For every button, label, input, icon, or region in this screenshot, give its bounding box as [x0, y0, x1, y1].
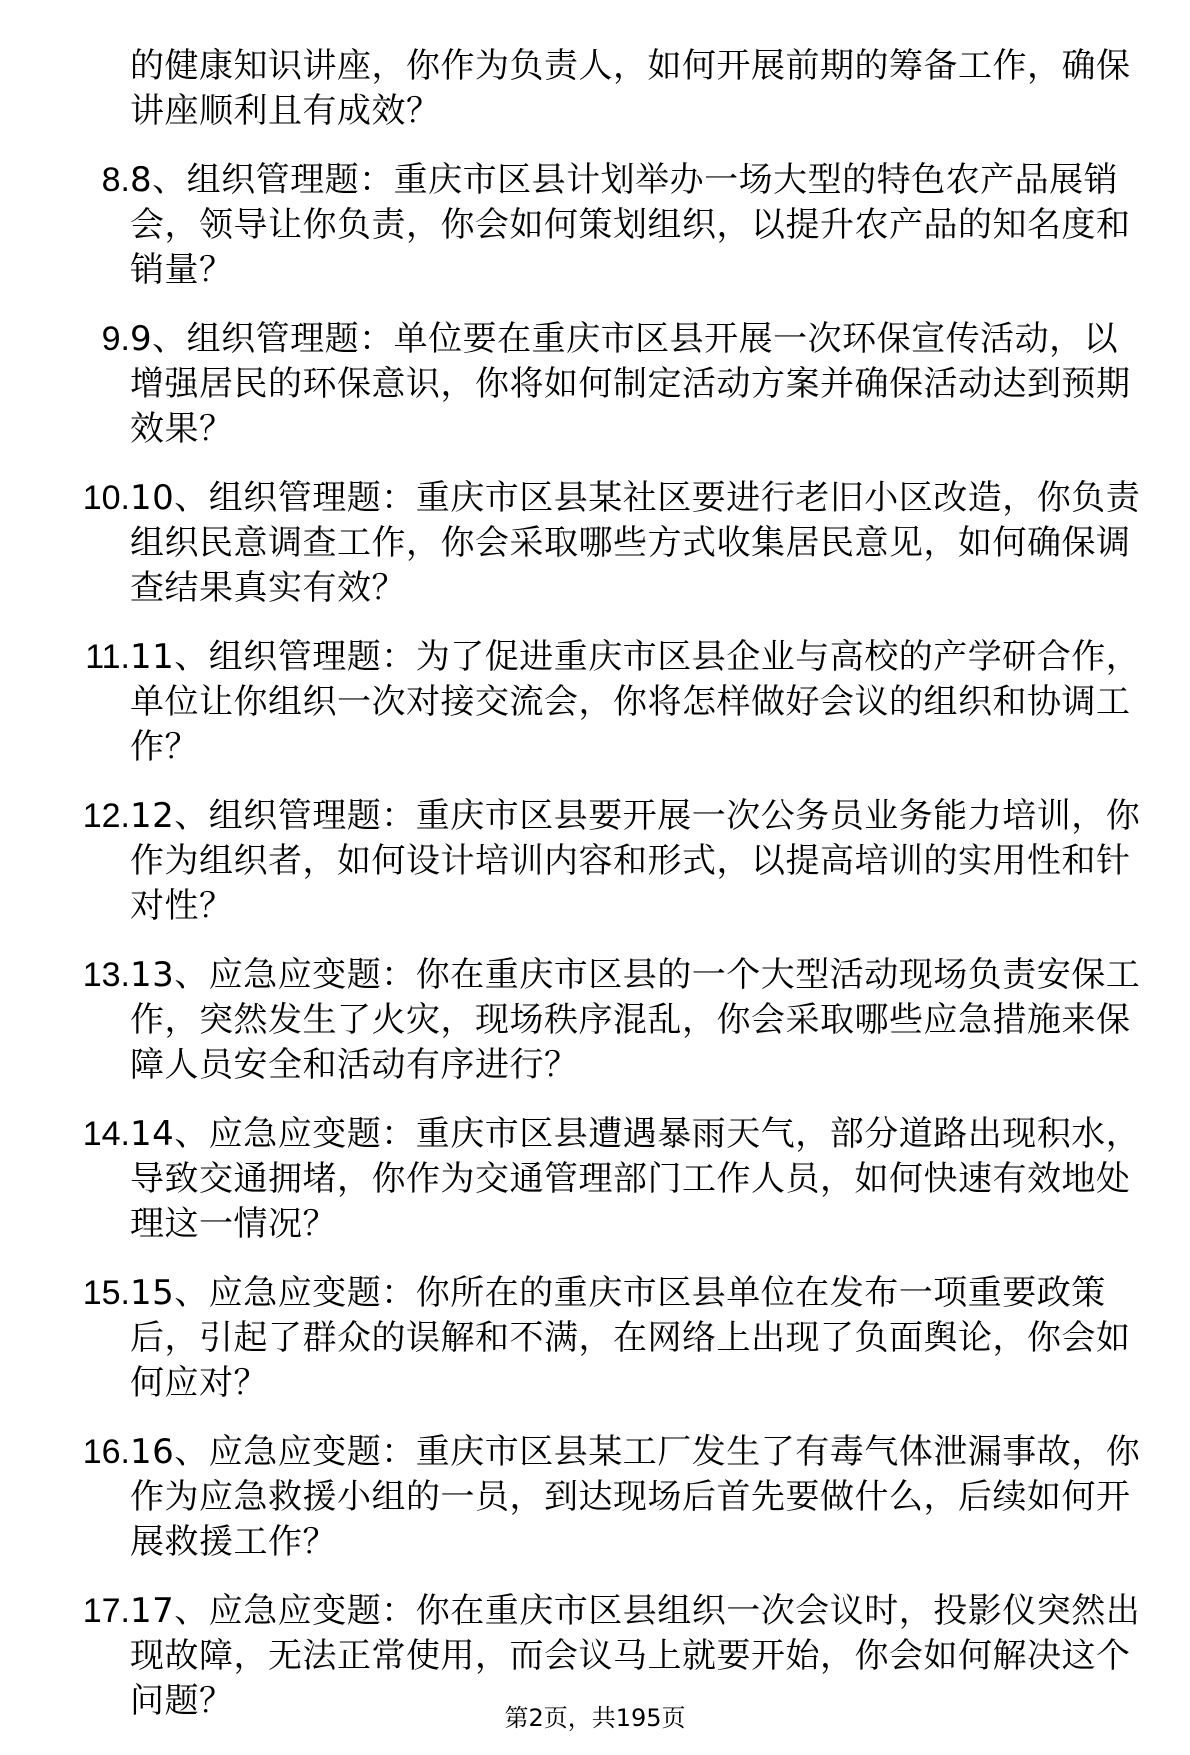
question-list	[0, 44, 1190, 1748]
item-text: 12、组织管理题：重庆市区县要开展一次公务员业务能力培训，你作为组织者，如何设计培训内容和形式，以提高培训的实用性和针对性？	[130, 796, 1141, 926]
list-item	[0, 794, 1190, 929]
page-footer: 第2页，共195页	[504, 1704, 686, 1732]
item-text: 9、组织管理题：单位要在重庆市区县开展一次环保宣传活动，以增强居民的环保意识，你将如何制定活动方案并确保活动达到预期效果？	[130, 319, 1131, 449]
item-number: 15.	[82, 1274, 130, 1312]
list-item	[0, 317, 1190, 452]
item-number: 8.	[101, 161, 130, 199]
item-text: 16、应急应变题：重庆市区县某工厂发生了有毒气体泄漏事故，你作为应急救援小组的一员，到达现场后首先要做什么，后续如何开展救援工作？	[130, 1432, 1141, 1562]
list-item	[0, 158, 1190, 293]
list-item	[0, 1271, 1190, 1406]
item-text: 15、应急应变题：你所在的重庆市区县单位在发布一项重要政策后，引起了群众的误解和不满，在网络上出现了负面舆论，你会如何应对？	[130, 1273, 1131, 1403]
item-text: 8、组织管理题：重庆市区县计划举办一场大型的特色农产品展销会，领导让你负责，你会如何策划组织，以提升农产品的知名度和销量？	[130, 160, 1131, 290]
list-item	[0, 476, 1190, 611]
item-number: 12.	[82, 797, 130, 835]
item-number: 17.	[82, 1592, 130, 1630]
item-number: 14.	[82, 1115, 130, 1153]
item-number: 13.	[82, 956, 130, 994]
item-text: 14、应急应变题：重庆市区县遭遇暴雨天气，部分道路出现积水，导致交通拥堵，你作为交通管理部门工作人员，如何快速有效地处理这一情况？	[130, 1114, 1141, 1244]
item-number: 9.	[101, 320, 130, 358]
item-number: 10.	[82, 479, 130, 517]
list-item	[0, 1430, 1190, 1565]
item-number: 16.	[82, 1433, 130, 1471]
item-text: 13、应急应变题：你在重庆市区县的一个大型活动现场负责安保工作，突然发生了火灾，现场秩序混乱，你会采取哪些应急措施来保障人员安全和活动有序进行？	[130, 955, 1141, 1085]
item-text: 10、组织管理题：重庆市区县某社区要进行老旧小区改造，你负责组织民意调查工作，你会采取哪些方式收集居民意见，如何确保调查结果真实有效？	[130, 478, 1141, 608]
list-item	[0, 953, 1190, 1088]
list-item	[0, 635, 1190, 770]
item-text: 11、组织管理题：为了促进重庆市区县企业与高校的产学研合作，单位让你组织一次对接交流会，你将怎样做好会议的组织和协调工作？	[130, 637, 1141, 767]
list-item	[0, 1112, 1190, 1247]
item-number: 11.	[85, 638, 130, 676]
continuation-text: 的健康知识讲座，你作为负责人，如何开展前期的筹备工作，确保讲座顺利且有成效？	[130, 46, 1131, 131]
item-text: 17、应急应变题：你在重庆市区县组织一次会议时，投影仪突然出现故障，无法正常使用，而会议马上就要开始，你会如何解决这个问题？	[130, 1591, 1141, 1721]
